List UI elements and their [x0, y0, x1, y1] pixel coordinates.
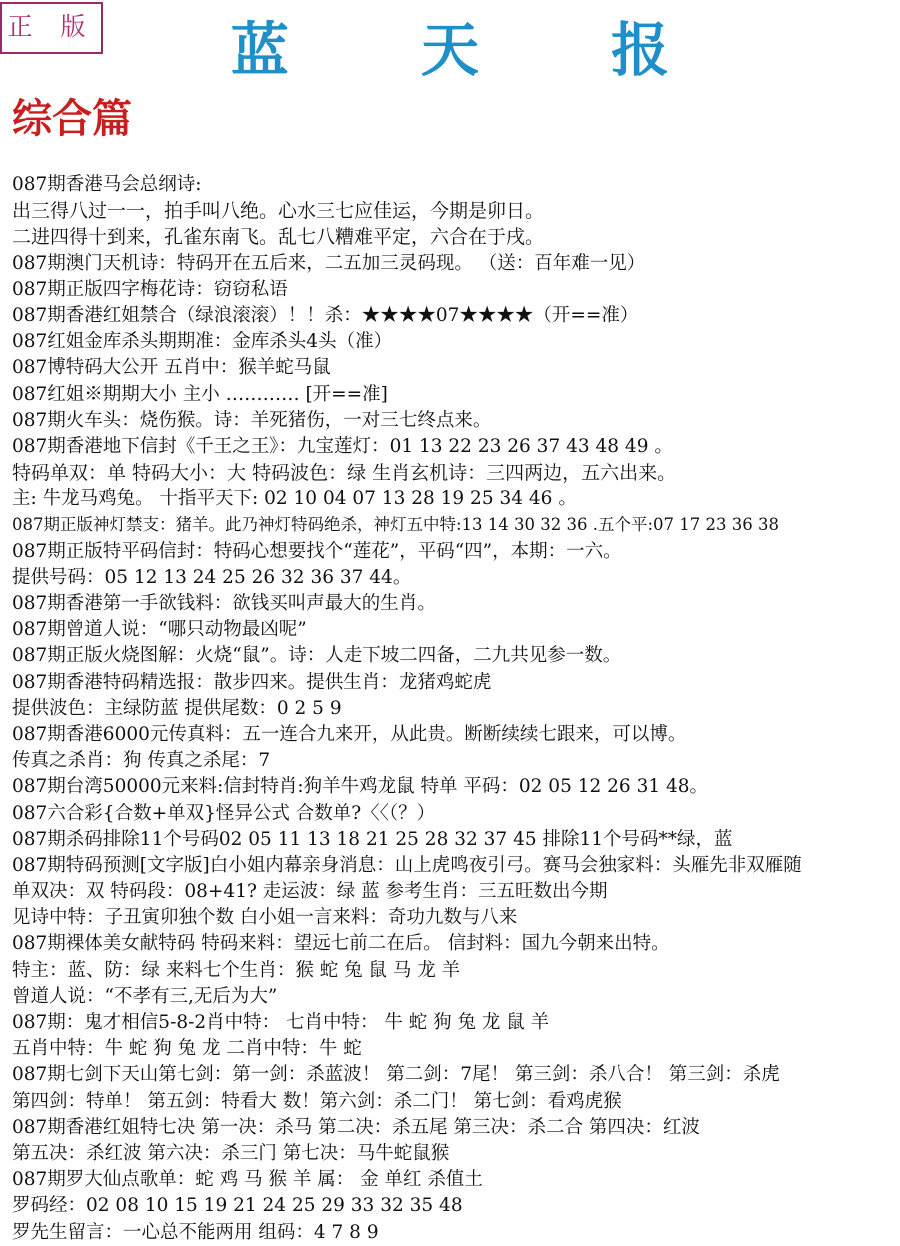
text-line: 见诗中特：子丑寅卯独个数 白小姐一言来料：奇功九数与八来 [12, 907, 518, 929]
text-line: 第五决：杀红波 第六决：杀三门 第七决：马牛蛇鼠猴 [12, 1142, 450, 1164]
text-line: 提供号码：05 12 13 24 25 26 32 36 37 44。 [12, 566, 412, 588]
text-line: 087期香港6000元传真料：五一连合九来开，从此贵。断断续续七跟来，可以博。 [12, 723, 687, 745]
text-line: 087红姐金库杀头期期准：金库杀头4头（准） [12, 331, 393, 353]
text-line: 二进四得十到来，孔雀东南飞。乱七八糟难平定，六合在于戌。 [12, 226, 545, 249]
text-line: 罗码经：02 08 10 15 19 21 24 25 29 33 32 35 48 [12, 1195, 463, 1217]
content-lines [12, 172, 896, 1246]
text-line: 087六合彩{合数+单双}怪异公式 合数单?〈〈（？） [12, 802, 436, 824]
text-line: 特码单双：单 特码大小：大 特码波色：绿 生肖玄机诗：三四两边，五六出来。 [12, 462, 677, 485]
newspaper-title: 蓝 天 报 [230, 16, 726, 84]
text-line: 087期正版火烧图解：火烧“鼠”。诗：人走下坡二四备，二九共见参一数。 [12, 645, 622, 667]
text-line: 087博特码大公开 五肖中：猴羊蛇马鼠 [12, 357, 331, 379]
text-line: 出三得八过一一，拍手叫八绝。心水三七应佳运，今期是卯日。 [12, 200, 545, 223]
text-line: 罗先生留言：一心总不能两用 组码：4 7 8 9 [12, 1221, 379, 1243]
text-line: 087期：鬼才相信5-8-2肖中特： 七肖中特： 牛 蛇 狗 兔 龙 鼠 羊 [12, 1012, 550, 1033]
text-line: 087期正版神灯禁支：猪羊。此乃神灯特码绝杀，神灯五中特:13 14 30 32 36 .五个平:07 17 23 36 38 [12, 515, 780, 535]
text-line: 特主：蓝、防：绿 来料七个生肖：猴 蛇 兔 鼠 马 龙 羊 [12, 959, 461, 981]
text-line: 主: 牛龙马鸡兔。 十指平天下: 02 10 04 07 13 28 19 25 34 46 。 [12, 488, 577, 510]
text-line: 第四剑：特单！ 第五剑：特看大 数！第六剑：杀二门！ 第七剑：看鸡虎猴 [12, 1090, 622, 1112]
text-line: 087期香港地下信封《千王之王》：九宝莲灯：01 13 22 23 26 37 43 48 49 。 [12, 435, 673, 457]
text-line: 087期香港第一手欲钱料：欲钱买叫声最大的生肖。 [12, 593, 436, 614]
text-line: 087期火车头：烧伤猴。诗：羊死猪伤，一对三七终点来。 [12, 409, 492, 431]
text-line: 087期香港马会总纲诗: [12, 174, 202, 195]
text-line: 087期香港特码精选报：散步四来。提供生肖：龙猪鸡蛇虎 [12, 671, 492, 693]
text-line: 087期曾道人说：“哪只动物最凶呢” [12, 619, 307, 641]
text-line: 单双决：双 特码段：08+41? 走运波：绿 蓝 参考生肖：三五旺数出今期 [12, 881, 608, 903]
text-line: 087期澳门天机诗：特码开在五后来，二五加三灵码现。 （送：百年难一见） [12, 252, 646, 274]
text-line: 087期七剑下天山第七剑：第一剑：杀蓝波！ 第二剑：7尾！ 第三剑：杀八合！ 第三剑：杀虎 [12, 1064, 780, 1086]
text-line: 传真之杀肖：狗 传真之杀尾：7 [12, 750, 271, 772]
text-line: 087期香港红姐禁合（绿浪滚滚）！！杀：★★★★07★★★★（开==准） [12, 304, 639, 326]
text-line: 087期杀码排除11个号码02 05 11 13 18 21 25 28 32 37 45 排除11个号码**绿，蓝 [12, 828, 733, 850]
text-line: 087期裸体美女献特码 特码来料：望远七前二在后。 信封料：国九今朝来出特。 [12, 933, 670, 955]
text-line: 087期台湾50000元来料:信封特肖:狗羊牛鸡龙鼠 特单 平码：02 05 12 26 31 48。 [12, 776, 709, 798]
text-line: 087红姐※期期大小 主小 ………… [开==准] [12, 383, 388, 405]
text-line: 五肖中特：牛 蛇 狗 兔 龙 二肖中特：牛 蛇 [12, 1038, 362, 1060]
section-title: 综合篇 [12, 95, 132, 142]
text-line: 087期正版四字梅花诗：窃窃私语 [12, 278, 288, 300]
text-line: 提供波色：主绿防蓝 提供尾数：0 2 5 9 [12, 697, 342, 719]
text-line: 087期香港红姐特七决 第一决：杀马 第二决：杀五尾 第三决：杀二合 第四决：红波 [12, 1116, 700, 1138]
text-line: 087期罗大仙点歌单：蛇 鸡 马 猴 羊 属： 金 单红 杀值土 [12, 1169, 483, 1191]
text-line: 087期特码预测[文字版]白小姐内幕亲身消息：山上虎鸣夜引弓。赛马会独家料：头雁先非双雁随 [12, 854, 802, 876]
text-line: 曾道人说：“不孝有三,无后为大” [12, 985, 278, 1007]
edition-badge: 正 版 [0, 2, 103, 54]
text-line: 087期正版特平码信封：特码心想要找个“莲花”，平码“四”，本期：一六。 [12, 540, 622, 562]
